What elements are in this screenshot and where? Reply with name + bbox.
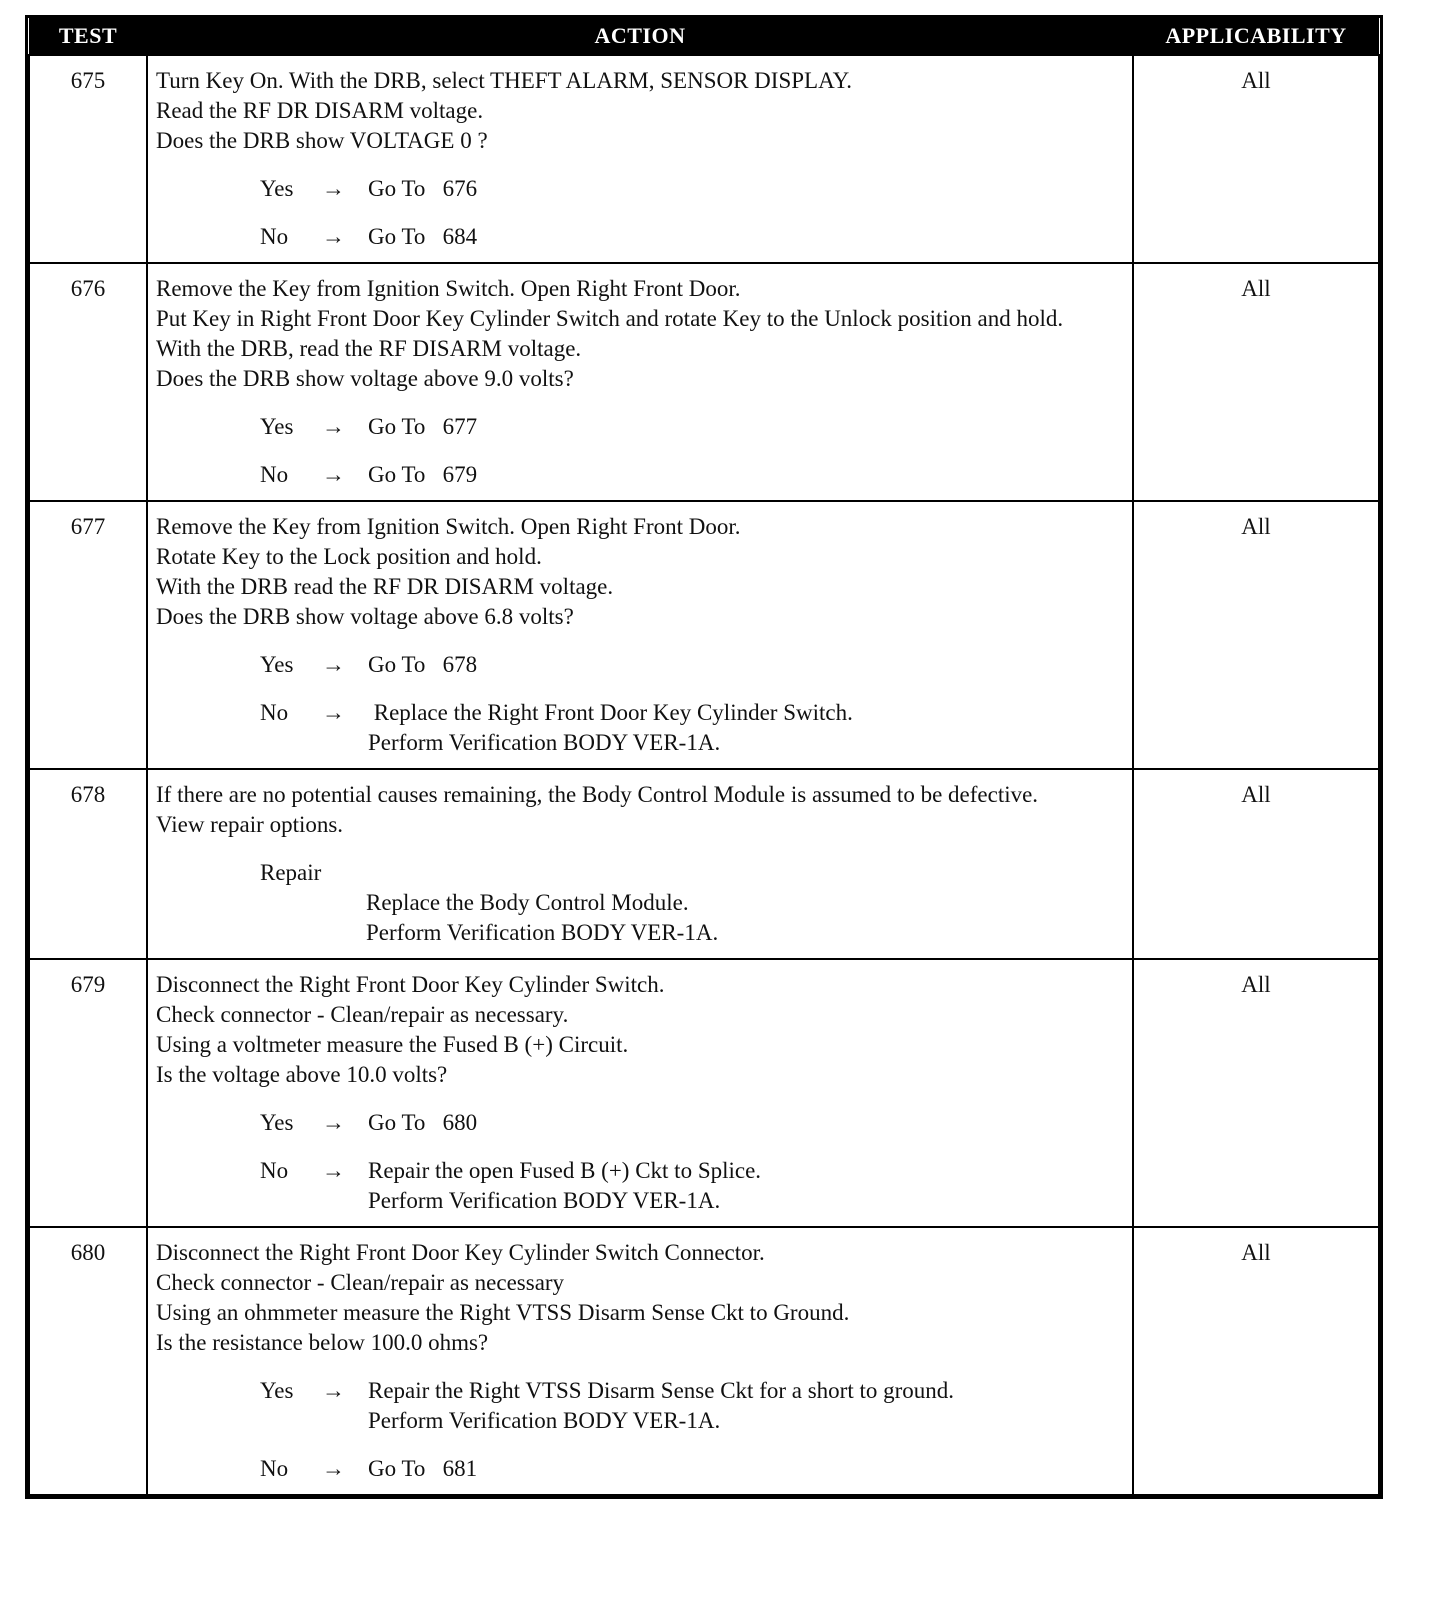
table-row [29,769,1379,959]
yes-branch [260,1108,1124,1138]
applicability-value: All [1133,769,1379,959]
right-arrow-icon: → [322,176,345,201]
applicability-value: All [1133,55,1379,263]
test-number: 676 [29,263,147,501]
no-label: No [260,462,289,487]
action-cell [147,501,1133,769]
no-result-text: Replace the Right Front Door Key Cylinder Switch. [368,700,853,725]
yes-result-text: Repair the Right VTSS Disarm Sense Ckt for a short to ground. [368,1378,955,1403]
action-line: Is the voltage above 10.0 volts? [156,1062,448,1087]
action-cell [147,769,1133,959]
action-line: With the DRB, read the RF DISARM voltage. [156,336,582,361]
action-line: Does the DRB show voltage above 9.0 volts? [156,366,574,391]
diagnostic-table-frame [25,15,1383,1499]
table-row [29,501,1379,769]
yes-label: Yes [260,414,294,439]
cell-spacer [156,1216,1124,1220]
applicability-value: All [1133,959,1379,1227]
right-arrow-icon: → [322,1456,345,1481]
applicability-value: All [1133,263,1379,501]
yes-label: Yes [260,1110,294,1135]
test-number: 680 [29,1227,147,1495]
no-branch [260,222,1124,252]
yes-label: Yes [260,1378,294,1403]
action-line: Remove the Key from Ignition Switch. Open Right Front Door. [156,276,741,301]
action-line: Rotate Key to the Lock position and hold. [156,544,542,569]
yes-result-text: Go To 680 [368,1110,478,1135]
no-result-text: Go To 681 [368,1456,478,1481]
action-line: Disconnect the Right Front Door Key Cylinder Switch. [156,972,665,997]
action-line: Disconnect the Right Front Door Key Cylinder Switch Connector. [156,1240,765,1265]
test-number: 677 [29,501,147,769]
yes-result-text: Go To 676 [368,176,478,201]
action-cell [147,55,1133,263]
right-arrow-icon: → [322,1378,345,1403]
action-line: Does the DRB show VOLTAGE 0 ? [156,128,488,153]
table-row [29,55,1379,263]
action-cell [147,1227,1133,1495]
yes-branch [260,412,1124,442]
action-line: Turn Key On. With the DRB, select THEFT ALARM, SENSOR DISPLAY. [156,68,852,93]
header-applicability: APPLICABILITY [1133,18,1379,55]
action-line: View repair options. [156,812,344,837]
yes-branch [260,174,1124,204]
no-result-text: Go To 679 [368,462,478,487]
repair-line: Replace the Body Control Module. [366,890,689,915]
right-arrow-icon: → [322,224,345,249]
table-header [29,18,1379,55]
action-line: If there are no potential causes remaining, the Body Control Module is assumed to be defective. [156,782,1039,807]
yes-result-text: Go To 677 [368,414,478,439]
header-test: TEST [29,18,147,55]
yes-result-followup: Perform Verification BODY VER-1A. [368,1408,721,1433]
right-arrow-icon: → [322,1158,345,1183]
repair-line: Perform Verification BODY VER-1A. [366,920,719,945]
table-row [29,1227,1379,1495]
cell-spacer [156,948,1124,952]
right-arrow-icon: → [322,652,345,677]
action-line: Using an ohmmeter measure the Right VTSS Disarm Sense Ckt to Ground. [156,1300,850,1325]
action-line: Check connector - Clean/repair as necessary [156,1270,565,1295]
cell-spacer [156,490,1124,494]
applicability-value: All [1133,1227,1379,1495]
cell-spacer [156,1484,1124,1488]
table-body [29,55,1379,1495]
no-result-text: Repair the open Fused B (+) Ckt to Splice. [368,1158,762,1183]
diagnostic-test-table [28,18,1380,1496]
no-label: No [260,1158,289,1183]
no-branch [260,460,1124,490]
yes-label: Yes [260,176,294,201]
action-line: With the DRB read the RF DR DISARM voltage. [156,574,614,599]
action-line: Remove the Key from Ignition Switch. Open Right Front Door. [156,514,741,539]
action-line: Put Key in Right Front Door Key Cylinder Switch and rotate Key to the Unlock position and hold. [156,306,1064,331]
action-line: Using a voltmeter measure the Fused B (+) Circuit. [156,1032,629,1057]
table-row [29,263,1379,501]
no-result-followup: Perform Verification BODY VER-1A. [368,730,721,755]
action-line: Read the RF DR DISARM voltage. [156,98,484,123]
action-line: Does the DRB show voltage above 6.8 volts? [156,604,574,629]
yes-branch [260,1376,1124,1436]
right-arrow-icon: → [322,462,345,487]
no-result-followup: Perform Verification BODY VER-1A. [368,1188,721,1213]
no-label: No [260,700,289,725]
action-cell [147,959,1133,1227]
yes-label: Yes [260,652,294,677]
yes-result-text: Go To 678 [368,652,478,677]
no-branch [260,698,1124,758]
test-number: 678 [29,769,147,959]
action-line: Check connector - Clean/repair as necessary. [156,1002,569,1027]
no-label: No [260,224,289,249]
test-number: 675 [29,55,147,263]
cell-spacer [156,758,1124,762]
no-branch [260,1454,1124,1484]
table-row [29,959,1379,1227]
action-line: Is the resistance below 100.0 ohms? [156,1330,489,1355]
right-arrow-icon: → [322,414,345,439]
action-cell [147,263,1133,501]
test-number: 679 [29,959,147,1227]
no-label: No [260,1456,289,1481]
header-action: ACTION [147,18,1133,55]
yes-branch [260,650,1124,680]
right-arrow-icon: → [322,1110,345,1135]
no-result-text: Go To 684 [368,224,478,249]
no-branch [260,1156,1124,1216]
repair-label: Repair [260,860,322,885]
cell-spacer [156,252,1124,256]
applicability-value: All [1133,501,1379,769]
right-arrow-icon: → [322,700,345,725]
